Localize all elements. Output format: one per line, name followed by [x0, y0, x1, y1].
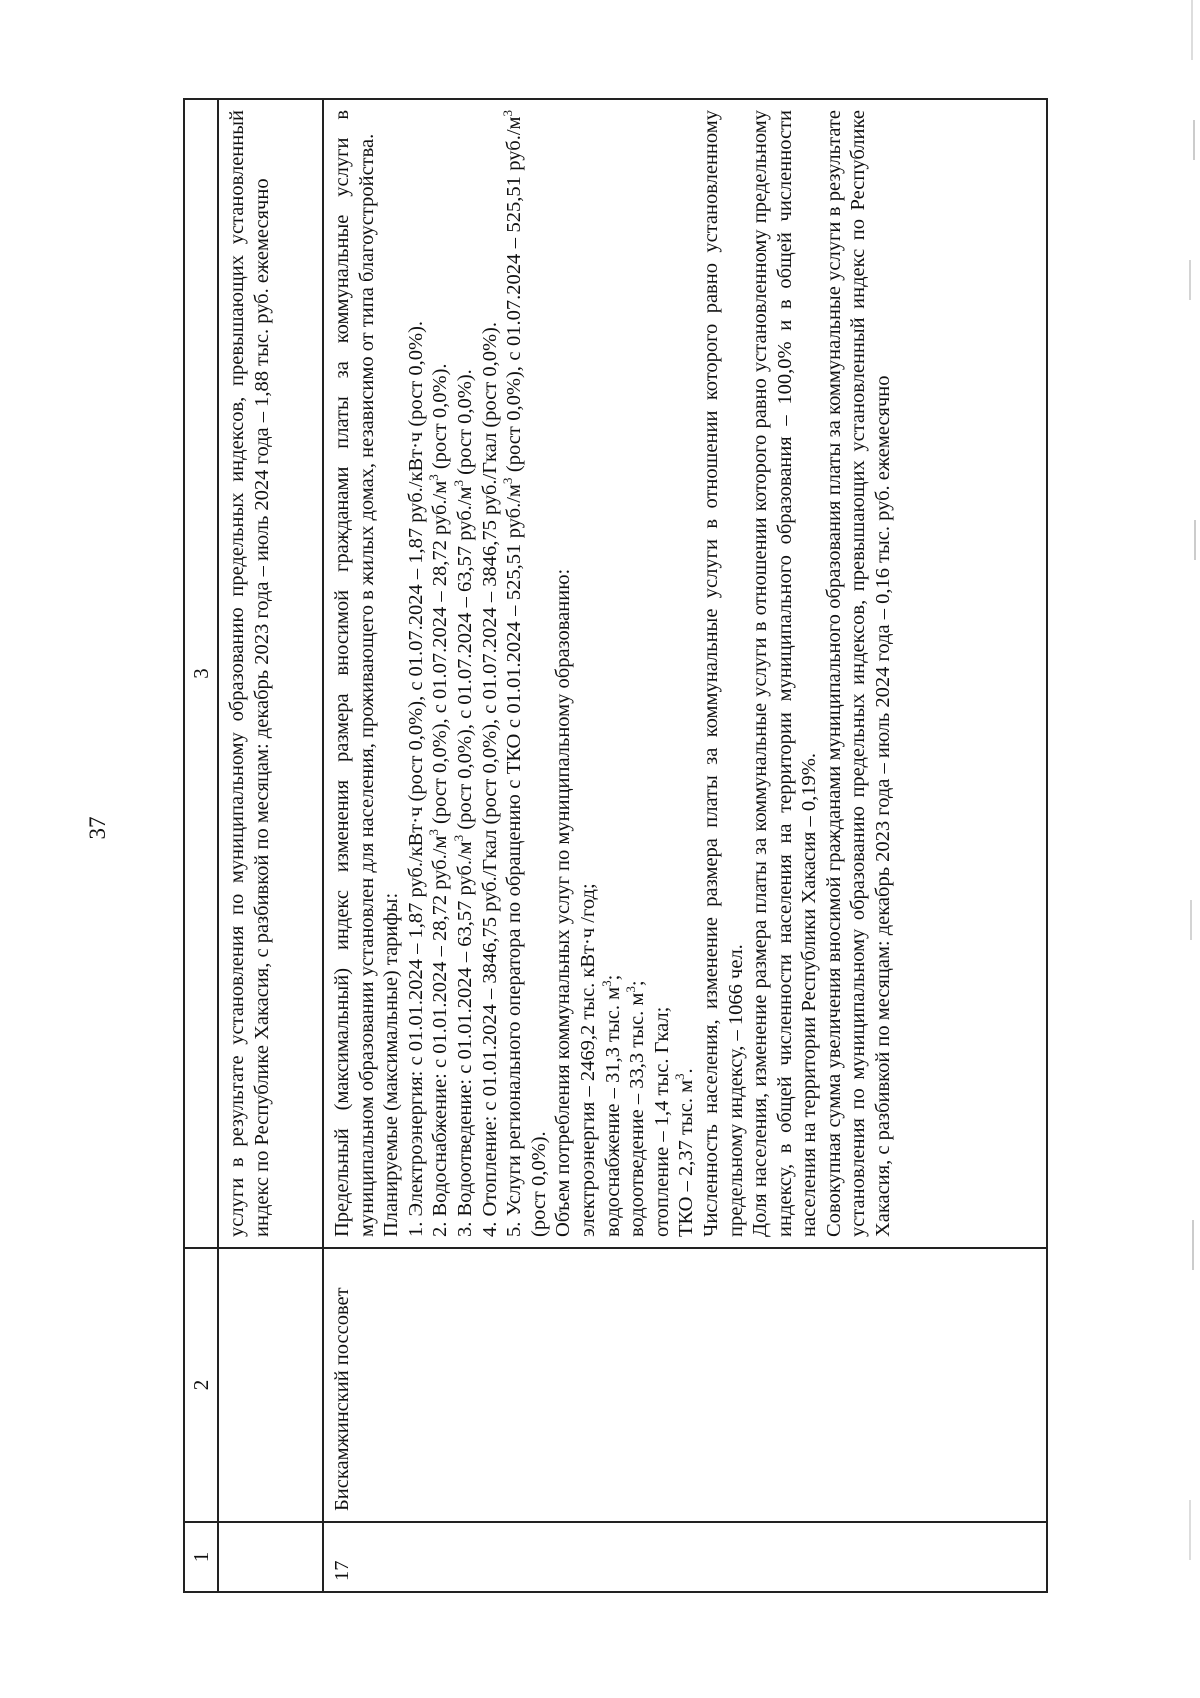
share-paragraph: Доля населения, изменение размера платы за коммунальные услуги в отношении которого равно установленному предельному индексу, в общей численности населения на территории муниципального образования – 100,0% и в общей численности населения на территории Республики Хакасия – 0,19%. — [749, 110, 821, 1237]
waste-end: . — [675, 1068, 698, 1074]
waste-text: ТКО – 2,37 тыс. м — [675, 1079, 698, 1237]
tariff-item-2 — [428, 110, 453, 1237]
tariff-2-post: (рост 0,0%). — [429, 363, 452, 475]
volume-waste — [674, 110, 699, 1237]
cell-name-empty — [218, 1248, 323, 1522]
rotated-table-wrapper — [183, 98, 1048, 1593]
population-paragraph: Численность населения, изменение размера платы за коммунальные услуги в отношении которого равно установленному предельному индексу, – 1066 чел. — [699, 110, 747, 1237]
tariff-item-5 — [502, 110, 551, 1237]
water-supply-text: водоснабжение – 31,3 тыс. м — [601, 986, 624, 1237]
tariff-2-mid: (рост 0,0%), с 01.07.2024 – 28,72 руб./м — [429, 480, 452, 830]
cell-municipality-name: Бискамжинский поссовет — [323, 1248, 1047, 1522]
header-col-2: 2 — [184, 1248, 218, 1522]
tariff-3-post: (рост 0,0%). — [453, 369, 476, 481]
tariff-item-1 — [404, 110, 429, 1237]
volume-electricity: электроэнергия – 2469,2 тыс. кВт·ч /год; — [576, 883, 599, 1237]
tariff-2-sup: 3 — [426, 829, 442, 836]
tariff-2-sup2: 3 — [426, 474, 442, 481]
tariff-3-sup: 3 — [451, 834, 467, 842]
table-row-17 — [323, 99, 1047, 1592]
tariff-item-3 — [453, 110, 478, 1237]
water-supply-end: ; — [601, 974, 624, 981]
header-col-1: 1 — [184, 1522, 218, 1592]
waste-sup: 3 — [672, 1073, 688, 1080]
tariff-5-pre: 5. Услуги регионального оператора по обращению с ТКО с 01.01.2024 – 525,51 руб./м — [503, 484, 526, 1237]
rotated-page-content — [183, 98, 1048, 1593]
tariff-5-post: (рост 0,0%). — [527, 1131, 550, 1237]
table-row-continued — [218, 99, 323, 1592]
tariff-item-4 — [478, 110, 503, 1237]
cell-row-number: 17 — [323, 1522, 1047, 1592]
volume-heating: отопление – 1,4 тыс. Гкал; — [650, 1006, 673, 1237]
tariffs-title: Планируемые (максимальные) тарифы: — [380, 892, 403, 1237]
data-table — [183, 98, 1048, 1593]
tariff-5-sup: 3 — [500, 477, 516, 485]
page-number: 37 — [85, 816, 110, 840]
scan-edge-marks — [1170, 0, 1200, 1698]
table-header-row — [184, 99, 218, 1592]
volume-water-supply — [598, 110, 626, 1237]
water-supply-sup: 3 — [598, 980, 614, 987]
total-paragraph: Совокупная сумма увеличения вносимой гражданами муниципального образования платы за коммунальные услуги в результате установления по муниципальному образованию предельных индексов, превышающих установленный индекс по Республике Хакасия, с разбивкой по месяцам: декабрь 2023 года – июль 2024 года – 0,16 тыс. руб. ежемесячно — [822, 110, 895, 1237]
tariff-5-sup2: 3 — [500, 110, 516, 117]
volume-sewage — [625, 110, 650, 1237]
cell-row-content — [323, 99, 1047, 1248]
cell-number-empty — [218, 1522, 323, 1592]
header-col-3: 3 — [184, 99, 218, 1248]
cell-continued-text — [218, 99, 323, 1248]
tariff-3-pre: 3. Водоотведение: с 01.01.2024 – 63,57 руб./м — [453, 841, 476, 1237]
tariff-3-mid: (рост 0,0%), с 01.07.2024 – 63,57 руб./м — [453, 486, 476, 835]
sewage-end: ; — [626, 980, 649, 987]
tariff-4-text: 4. Отопление: с 01.01.2024 – 3846,75 руб./Гкал (рост 0,0%), с 01.07.2024 – 3846,75 руб./Гкал (рост 0,0%). — [478, 321, 501, 1237]
sewage-text: водоотведение – 33,3 тыс. м — [626, 992, 649, 1237]
tariff-3-sup2: 3 — [451, 480, 467, 487]
tariff-5-mid: (рост 0,0%), с 01.07.2024 – 525,51 руб./м — [503, 116, 526, 478]
continued-text: услуги в результате установления по муниципальному образованию предельных индексов, превышающих установленный индекс по Республике Хакасия, с разбивкой по месяцам: декабрь 2023 года – июль 2024 года – 1,88 тыс. руб. ежемесячно — [226, 110, 273, 1237]
tariff-2-pre: 2. Водоснабжение: с 01.01.2024 – 28,72 руб./м — [429, 835, 452, 1237]
intro-paragraph: Предельный (максимальный) индекс изменения размера вносимой гражданами платы за коммунальные услуги в муниципальном образовании установлен для населения, проживающего в жилых домах, независимо от типа благоустройства. — [331, 110, 378, 1237]
sewage-sup: 3 — [623, 986, 639, 993]
volume-title: Объем потребления коммунальных услуг по муниципальному образованию: — [552, 568, 575, 1237]
tariff-1-text: 1. Электроэнергия: с 01.01.2024 – 1,87 руб./кВт·ч (рост 0,0%), с 01.07.2024 – 1,87 руб./кВт·ч (рост 0,0%). — [404, 320, 427, 1237]
